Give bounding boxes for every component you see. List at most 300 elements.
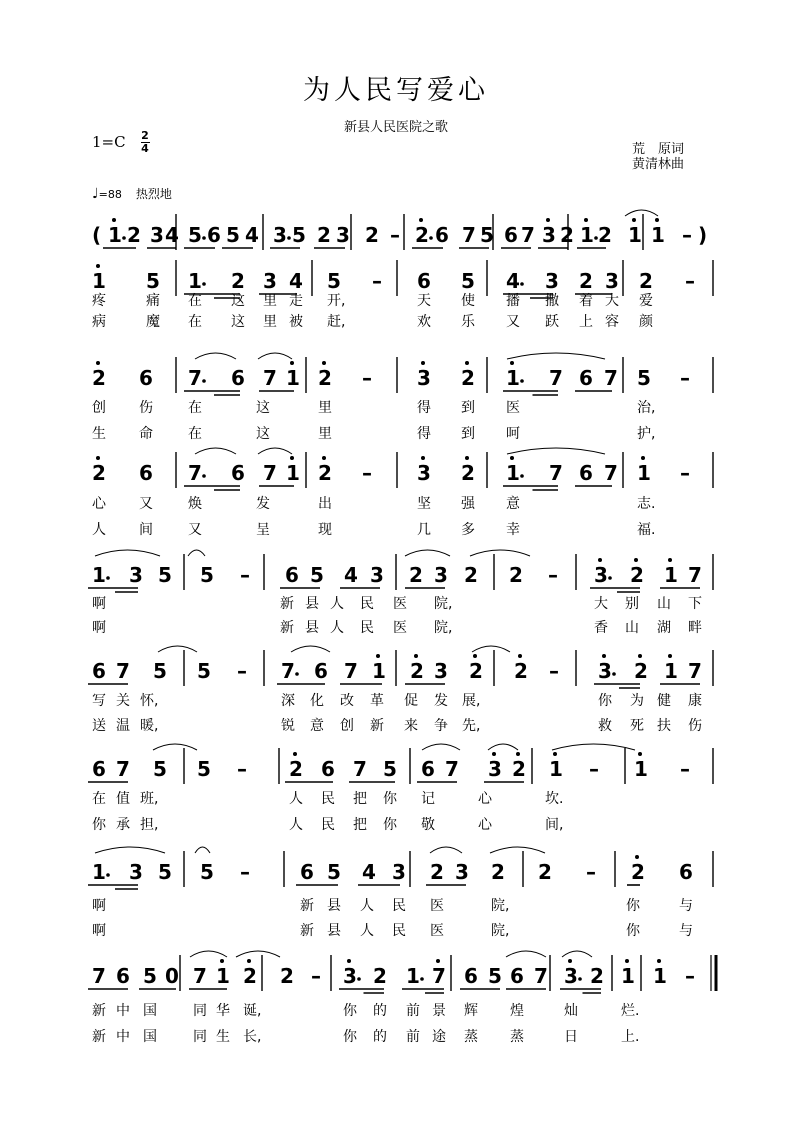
- jianpu-note: –: [240, 563, 250, 587]
- jianpu-note: –: [372, 269, 382, 293]
- jianpu-note: 1: [372, 659, 386, 683]
- lyric-verse-1: 诞,: [243, 1003, 262, 1019]
- lyric-verse-2: 赶,: [327, 314, 346, 330]
- lyric-verse-1: 走: [289, 293, 303, 309]
- augmentation-dot: [202, 236, 206, 240]
- jianpu-note: 7: [462, 223, 476, 247]
- jianpu-note: 2: [464, 563, 478, 587]
- lyric-verse-2: 人: [360, 923, 374, 939]
- jianpu-note: 5: [197, 757, 211, 781]
- high-octave-dot: [546, 218, 550, 222]
- slur: [195, 353, 236, 359]
- jianpu-note: 7: [604, 461, 618, 485]
- lyric-verse-2: 院,: [491, 923, 510, 939]
- jianpu-note: 5: [488, 964, 502, 988]
- lyric-verse-2: 颜: [639, 314, 653, 330]
- lyric-verse-1: 县: [305, 596, 319, 612]
- high-octave-dot: [518, 654, 522, 658]
- lyric-verse-2: 欢: [417, 314, 431, 330]
- augmentation-dot: [202, 282, 206, 286]
- lyric-verse-1: 开,: [327, 293, 346, 309]
- high-octave-dot: [598, 558, 602, 562]
- lyric-verse-2: 护,: [637, 426, 656, 442]
- slur: [291, 646, 330, 652]
- augmentation-dot: [202, 379, 206, 383]
- lyric-verse-1: 心: [478, 791, 492, 807]
- jianpu-note: 5: [188, 223, 202, 247]
- slur: [153, 744, 197, 750]
- jianpu-note: 7: [116, 659, 130, 683]
- lyric-verse-1: 大: [605, 293, 619, 309]
- lyric-verse-2: 把: [353, 817, 367, 833]
- jianpu-note: 6: [207, 223, 221, 247]
- high-octave-dot: [347, 959, 351, 963]
- lyric-verse-1: 煌: [510, 1003, 524, 1019]
- high-octave-dot: [376, 654, 380, 658]
- jianpu-note: 7: [263, 461, 277, 485]
- lyric-verse-2: 院,: [434, 620, 453, 636]
- augmentation-dot: [578, 977, 582, 981]
- jianpu-note: 7: [193, 964, 207, 988]
- jianpu-note: 2: [560, 223, 574, 247]
- jianpu-note: 1: [286, 461, 300, 485]
- augmentation-dot: [520, 474, 524, 478]
- lyric-verse-1: 播: [506, 293, 520, 309]
- lyric-verse-2: 现: [318, 522, 332, 538]
- high-octave-dot: [290, 456, 294, 460]
- jianpu-note: (: [92, 223, 102, 247]
- jianpu-note: 1: [506, 461, 520, 485]
- slur: [507, 448, 605, 454]
- lyric-verse-1: 痛: [146, 293, 160, 309]
- jianpu-note: 2: [289, 757, 303, 781]
- jianpu-note: 1: [506, 366, 520, 390]
- lyric-verse-1: 下: [688, 596, 702, 612]
- slur: [405, 550, 450, 556]
- lyric-verse-2: 容: [605, 314, 619, 330]
- jianpu-note: 7: [281, 659, 295, 683]
- lyric-verse-1: 使: [461, 293, 475, 309]
- lyric-verse-2: 蒸: [510, 1029, 524, 1045]
- high-octave-dot: [634, 558, 638, 562]
- jianpu-note: 2: [430, 860, 444, 884]
- lyric-verse-1: 创: [92, 400, 106, 416]
- jianpu-note: 7: [604, 366, 618, 390]
- lyric-verse-1: 深: [281, 693, 295, 709]
- lyric-verse-2: 伤: [688, 718, 702, 734]
- high-octave-dot: [638, 654, 642, 658]
- jianpu-note: 2: [598, 223, 612, 247]
- lyric-verse-2: 暖,: [140, 718, 159, 734]
- lyric-verse-2: 间,: [545, 817, 564, 833]
- jianpu-note: 7: [353, 757, 367, 781]
- lyric-verse-1: 疼: [92, 293, 106, 309]
- lyric-verse-2: 这: [256, 426, 270, 442]
- lyric-verse-2: 又: [188, 522, 202, 538]
- lyric-verse-2: 湖: [657, 620, 671, 636]
- high-octave-dot: [436, 959, 440, 963]
- lyric-verse-2: 呵: [506, 426, 520, 442]
- lyric-verse-1: 你: [343, 1003, 357, 1019]
- jianpu-note: 4: [245, 223, 259, 247]
- jianpu-note: 1: [634, 757, 648, 781]
- jianpu-note: 2: [231, 269, 245, 293]
- jianpu-note: 1: [216, 964, 230, 988]
- lyric-verse-2: 新: [92, 1029, 106, 1045]
- composer-credit: 黄清林曲: [632, 157, 685, 172]
- slur: [488, 744, 518, 750]
- lyric-verse-2: 你: [626, 923, 640, 939]
- jianpu-note: 6: [300, 860, 314, 884]
- jianpu-note: 5: [200, 563, 214, 587]
- lyric-verse-1: 促: [404, 693, 418, 709]
- augmentation-dot: [608, 576, 612, 580]
- lyric-verse-2: 人: [289, 817, 303, 833]
- lyric-verse-2: 新: [370, 718, 384, 734]
- jianpu-note: 2: [365, 223, 379, 247]
- jianpu-note: 6: [92, 659, 106, 683]
- lyric-verse-2: 中: [116, 1029, 130, 1045]
- jianpu-note: 5: [327, 269, 341, 293]
- jianpu-note: 6: [579, 461, 593, 485]
- jianpu-note: 6: [504, 223, 518, 247]
- song-subtitle: 新县人民医院之歌: [343, 120, 448, 135]
- lyric-verse-1: 国: [143, 1003, 157, 1019]
- lyric-verse-1: 人: [289, 791, 303, 807]
- jianpu-note: –: [680, 757, 690, 781]
- lyric-verse-2: 几: [417, 522, 431, 538]
- jianpu-note: 6: [417, 269, 431, 293]
- lyric-verse-1: 景: [432, 1003, 446, 1019]
- lyric-verse-1: 坎.: [545, 791, 564, 807]
- lyric-verse-1: 新: [280, 596, 294, 612]
- lyric-verse-2: 新: [280, 620, 294, 636]
- lyric-verse-2: 里: [318, 426, 332, 442]
- jianpu-note: 7: [92, 964, 106, 988]
- lyric-verse-1: 啊: [92, 596, 106, 612]
- jianpu-note: 4: [506, 269, 520, 293]
- jianpu-note: 6: [421, 757, 435, 781]
- jianpu-note: 4: [362, 860, 376, 884]
- jianpu-note: 5: [480, 223, 494, 247]
- jianpu-note: 1: [406, 964, 420, 988]
- lyric-verse-2: 医: [430, 923, 444, 939]
- lyric-verse-2: 承: [116, 817, 130, 833]
- lyric-verse-2: 啊: [92, 923, 106, 939]
- lyric-verse-1: 辉: [464, 1003, 478, 1019]
- lyric-verse-1: 值: [116, 791, 130, 807]
- lyric-verse-1: 得: [417, 400, 431, 416]
- lyric-verse-1: 大: [594, 596, 608, 612]
- high-octave-dot: [293, 752, 297, 756]
- jianpu-note: 7: [188, 366, 202, 390]
- high-octave-dot: [473, 654, 477, 658]
- jianpu-note: 3: [263, 269, 277, 293]
- lyric-verse-2: 人: [330, 620, 344, 636]
- jianpu-note: 5: [310, 563, 324, 587]
- slur: [258, 448, 292, 454]
- jianpu-note: 3: [150, 223, 164, 247]
- jianpu-note: 3: [417, 461, 431, 485]
- jianpu-note: 3: [488, 757, 502, 781]
- augmentation-dot: [106, 873, 110, 877]
- jianpu-note: 2: [639, 269, 653, 293]
- jianpu-note: –: [685, 269, 695, 293]
- jianpu-note: 1: [549, 757, 563, 781]
- lyric-verse-2: 这: [231, 314, 245, 330]
- lyric-verse-1: 化: [310, 693, 324, 709]
- lyric-verse-1: 在: [92, 791, 106, 807]
- jianpu-note: 2: [127, 223, 141, 247]
- time-signature-denominator: 4: [141, 142, 149, 155]
- jianpu-note: 2: [461, 461, 475, 485]
- jianpu-note: 6: [116, 964, 130, 988]
- lyric-verse-1: 把: [353, 791, 367, 807]
- lyric-verse-2: 医: [393, 620, 407, 636]
- jianpu-note: 6: [92, 757, 106, 781]
- jianpu-note: 2: [92, 366, 106, 390]
- jianpu-note: 2: [243, 964, 257, 988]
- lyric-verse-1: 里: [318, 400, 332, 416]
- high-octave-dot: [96, 361, 100, 365]
- lyric-verse-2: 担,: [140, 817, 159, 833]
- jianpu-note: 5: [153, 659, 167, 683]
- lyric-verse-1: 在: [188, 293, 202, 309]
- jianpu-note: –: [682, 223, 692, 247]
- lyric-verse-1: 伤: [139, 400, 153, 416]
- jianpu-note: 5: [226, 223, 240, 247]
- lyric-verse-2: 意: [310, 718, 324, 734]
- jianpu-note: –: [390, 223, 400, 247]
- high-octave-dot: [584, 218, 588, 222]
- lyric-verse-2: 扶: [657, 718, 671, 734]
- jianpu-note: –: [549, 659, 559, 683]
- lyric-verse-1: 民: [321, 791, 335, 807]
- high-octave-dot: [641, 456, 645, 460]
- lyric-verse-2: 在: [188, 426, 202, 442]
- key-signature: 1=C: [92, 133, 126, 151]
- lyric-verse-1: 你: [626, 898, 640, 914]
- jianpu-note: 5: [200, 860, 214, 884]
- jianpu-note: 7: [188, 461, 202, 485]
- slur: [552, 744, 635, 750]
- jianpu-note: 6: [285, 563, 299, 587]
- lyricist-credit: 荒 原词: [632, 142, 685, 157]
- jianpu-note: 6: [231, 461, 245, 485]
- high-octave-dot: [568, 959, 572, 963]
- lyric-verse-2: 争: [434, 718, 448, 734]
- lyric-verse-1: 强: [461, 496, 475, 512]
- lyric-verse-2: 长,: [243, 1029, 262, 1045]
- jianpu-note: 2: [318, 461, 332, 485]
- jianpu-note: 3: [273, 223, 287, 247]
- slur: [625, 210, 658, 216]
- jianpu-note: 3: [336, 223, 350, 247]
- augmentation-dot: [106, 576, 110, 580]
- lyric-verse-2: 心: [478, 817, 492, 833]
- jianpu-note: 1: [628, 223, 642, 247]
- slur: [490, 847, 545, 853]
- lyric-verse-2: 创: [340, 718, 354, 734]
- jianpu-note: 2: [631, 860, 645, 884]
- lyric-verse-2: 命: [139, 426, 153, 442]
- lyric-verse-1: 啊: [92, 898, 106, 914]
- augmentation-dot: [202, 474, 206, 478]
- jianpu-note: –: [685, 964, 695, 988]
- jianpu-note: 4: [344, 563, 358, 587]
- jianpu-note: 3: [392, 860, 406, 884]
- lyric-verse-1: 爱: [639, 293, 653, 309]
- high-octave-dot: [516, 752, 520, 756]
- jianpu-note: 5: [146, 269, 160, 293]
- lyric-verse-1: 与: [679, 898, 693, 914]
- jianpu-note: 6: [579, 366, 593, 390]
- lyric-verse-1: 前: [406, 1003, 420, 1019]
- lyric-verse-2: 幸: [506, 522, 520, 538]
- lyric-verse-1: 华: [216, 1003, 230, 1019]
- lyric-verse-2: 死: [630, 718, 644, 734]
- jianpu-note: –: [680, 366, 690, 390]
- jianpu-note: 5: [197, 659, 211, 683]
- high-octave-dot: [625, 959, 629, 963]
- jianpu-note: 7: [688, 563, 702, 587]
- lyric-verse-1: 你: [598, 693, 612, 709]
- lyric-verse-2: 里: [263, 314, 277, 330]
- lyric-verse-2: 啊: [92, 620, 106, 636]
- lyric-verse-1: 为: [630, 693, 644, 709]
- lyric-verse-1: 这: [231, 293, 245, 309]
- lyric-verse-2: 新: [300, 923, 314, 939]
- lyric-verse-2: 同: [193, 1029, 207, 1045]
- high-octave-dot: [655, 218, 659, 222]
- high-octave-dot: [668, 654, 672, 658]
- high-octave-dot: [421, 361, 425, 365]
- lyric-verse-2: 被: [289, 314, 303, 330]
- expression-marking: 热烈地: [135, 187, 172, 201]
- lyric-verse-2: 多: [461, 522, 475, 538]
- lyric-verse-2: 乐: [461, 314, 475, 330]
- jianpu-note: 2: [630, 563, 644, 587]
- jianpu-note: 1: [92, 563, 106, 587]
- lyric-verse-1: 展,: [462, 693, 481, 709]
- jianpu-note: 1: [286, 366, 300, 390]
- lyric-verse-1: 康: [688, 693, 702, 709]
- slur: [470, 550, 530, 556]
- jianpu-note: 2: [512, 757, 526, 781]
- lyric-verse-2: 救: [598, 718, 612, 734]
- lyric-verse-2: 又: [506, 314, 520, 330]
- jianpu-note: 3: [434, 563, 448, 587]
- slur: [562, 951, 592, 957]
- song-title: 为人民写爱心: [303, 75, 489, 106]
- lyric-verse-2: 上: [579, 314, 593, 330]
- lyric-verse-1: 撒: [545, 293, 559, 309]
- lyric-verse-1: 天: [417, 293, 431, 309]
- lyric-verse-1: 关: [116, 693, 130, 709]
- jianpu-note: 6: [314, 659, 328, 683]
- lyric-verse-1: 坚: [417, 496, 431, 512]
- lyric-verse-1: 怀,: [140, 693, 159, 709]
- jianpu-note: 1: [580, 223, 594, 247]
- high-octave-dot: [414, 654, 418, 658]
- lyric-verse-1: 人: [360, 898, 374, 914]
- lyric-verse-1: 班,: [140, 791, 159, 807]
- lyric-verse-1: 别: [625, 596, 639, 612]
- jianpu-note: 2: [317, 223, 331, 247]
- high-octave-dot: [602, 654, 606, 658]
- jianpu-note: 7: [445, 757, 459, 781]
- lyric-verse-1: 这: [256, 400, 270, 416]
- jianpu-note: 3: [564, 964, 578, 988]
- augmentation-dot: [520, 282, 524, 286]
- augmentation-dot: [429, 236, 433, 240]
- jianpu-note: 5: [327, 860, 341, 884]
- jianpu-note: 2: [538, 860, 552, 884]
- jianpu-note: 3: [545, 269, 559, 293]
- high-octave-dot: [510, 456, 514, 460]
- lyric-verse-2: 你: [92, 817, 106, 833]
- jianpu-note: 6: [510, 964, 524, 988]
- lyric-verse-2: 民: [360, 620, 374, 636]
- slur: [188, 550, 205, 556]
- jianpu-note: 1: [92, 860, 106, 884]
- lyric-verse-1: 写: [92, 693, 106, 709]
- jianpu-note: –: [589, 757, 599, 781]
- lyric-verse-1: 新: [300, 898, 314, 914]
- lyric-verse-2: 香: [594, 620, 608, 636]
- jianpu-note: ): [698, 223, 708, 247]
- lyric-verse-1: 健: [657, 693, 671, 709]
- jianpu-note: 3: [370, 563, 384, 587]
- jianpu-note: 2: [410, 659, 424, 683]
- lyric-verse-1: 改: [340, 693, 354, 709]
- lyric-verse-1: 烂.: [621, 1003, 640, 1019]
- lyric-verse-2: 国: [143, 1029, 157, 1045]
- time-signature-numerator: 2: [141, 129, 149, 142]
- high-octave-dot: [96, 264, 100, 268]
- jianpu-note: 1: [653, 964, 667, 988]
- lyric-verse-1: 医: [430, 898, 444, 914]
- jianpu-note: 1: [108, 223, 122, 247]
- slur: [506, 951, 546, 957]
- lyric-verse-1: 人: [330, 596, 344, 612]
- jianpu-note: –: [240, 860, 250, 884]
- lyric-verse-2: 病: [92, 314, 106, 330]
- jianpu-note: 5: [637, 366, 651, 390]
- jianpu-note: 3: [417, 366, 431, 390]
- jianpu-note: 5: [153, 757, 167, 781]
- lyric-verse-2: 送: [92, 718, 106, 734]
- high-octave-dot: [247, 959, 251, 963]
- lyric-verse-2: 福.: [637, 522, 656, 538]
- lyric-verse-2: 山: [625, 620, 639, 636]
- jianpu-note: 5: [143, 964, 157, 988]
- high-octave-dot: [492, 752, 496, 756]
- lyric-verse-2: 蒸: [464, 1029, 478, 1045]
- lyric-verse-1: 民: [360, 596, 374, 612]
- jianpu-note: 3: [605, 269, 619, 293]
- slur: [507, 353, 605, 359]
- slur: [95, 550, 160, 556]
- high-octave-dot: [510, 361, 514, 365]
- jianpu-note: 6: [321, 757, 335, 781]
- jianpu-note: –: [362, 366, 372, 390]
- lyric-verse-1: 的: [373, 1003, 387, 1019]
- jianpu-note: 5: [292, 223, 306, 247]
- jianpu-note: 7: [432, 964, 446, 988]
- high-octave-dot: [419, 218, 423, 222]
- lyric-verse-2: 民: [392, 923, 406, 939]
